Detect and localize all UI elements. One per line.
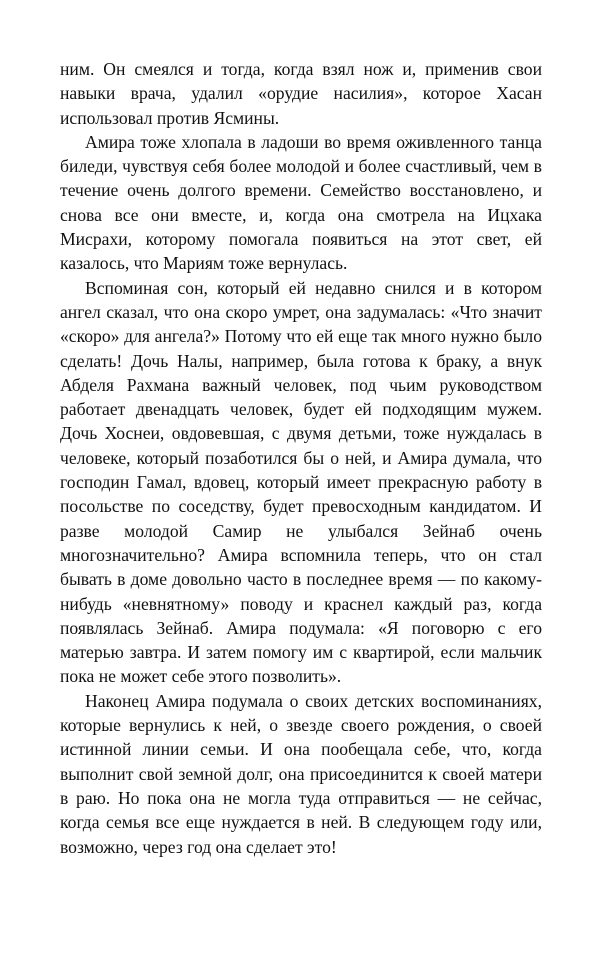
page-body [60, 57, 542, 859]
paragraph-amira-dance: Амира тоже хлопала в ладоши во время оживленного танца биледи, чувствуя себя более молодой и более счастливый, чем в течение очень долгого времени. Семейство восстановлено, и снова все они вместе, и, когда она смотрела на Ицхака Мисрахи, которому помогала появиться на этот свет, ей казалось, что Мариям тоже вернулась. [60, 131, 542, 274]
paragraph-dream-angel: Вспоминая сон, который ей недавно снился и в котором ангел сказал, что она скоро умрет, она задумалась: «Что значит «скоро» для ангела?» Потому что ей еще так много нужно было сделать! Дочь Налы, например, была готова к браку, а внук Абделя Рахмана важный человек, под чьим руководством работает двенадцать человек, будет ей подходящим мужем. Дочь Хоснеи, овдовевшая, с двумя детьми, тоже нуждалась в человеке, который позаботился бы о ней, и Амира думала, что господин Гамал, вдовец, который имеет прекрасную работу в посольстве по соседству, будет превосходным кандидатом. И разве молодой Самир не улыбался Зейнаб очень многозначительно? Амира вспомнила теперь, что он стал бывать в доме довольно часто в последнее время — по какому-нибудь «невнятному» поводу и краснел каждый раз, когда появлялась Зейнаб. Амира подумала: «Я поговорю с его матерью завтра. И затем помогу им с квартирой, если мальчик пока не может себе этого позволить». [60, 277, 542, 687]
paragraph-memories: Наконец Амира подумала о своих детских воспоминаниях, которые вернулись к ней, о звезде своего рождения, о своей истинной линии семьи. И она пообещала себе, что, когда выполнит свой земной долг, она присоединится к своей матери в раю. Но пока она не могла туда отправиться — не сейчас, когда семья все еще нуждается в ней. В следующем году или, возможно, через год она сделает это! [60, 690, 542, 857]
paragraph-continuation: ним. Он смеялся и тогда, когда взял нож и, применив свои навыки врача, удалил «орудие насилия», которое Хасан использовал против Ясмины. [60, 59, 542, 128]
